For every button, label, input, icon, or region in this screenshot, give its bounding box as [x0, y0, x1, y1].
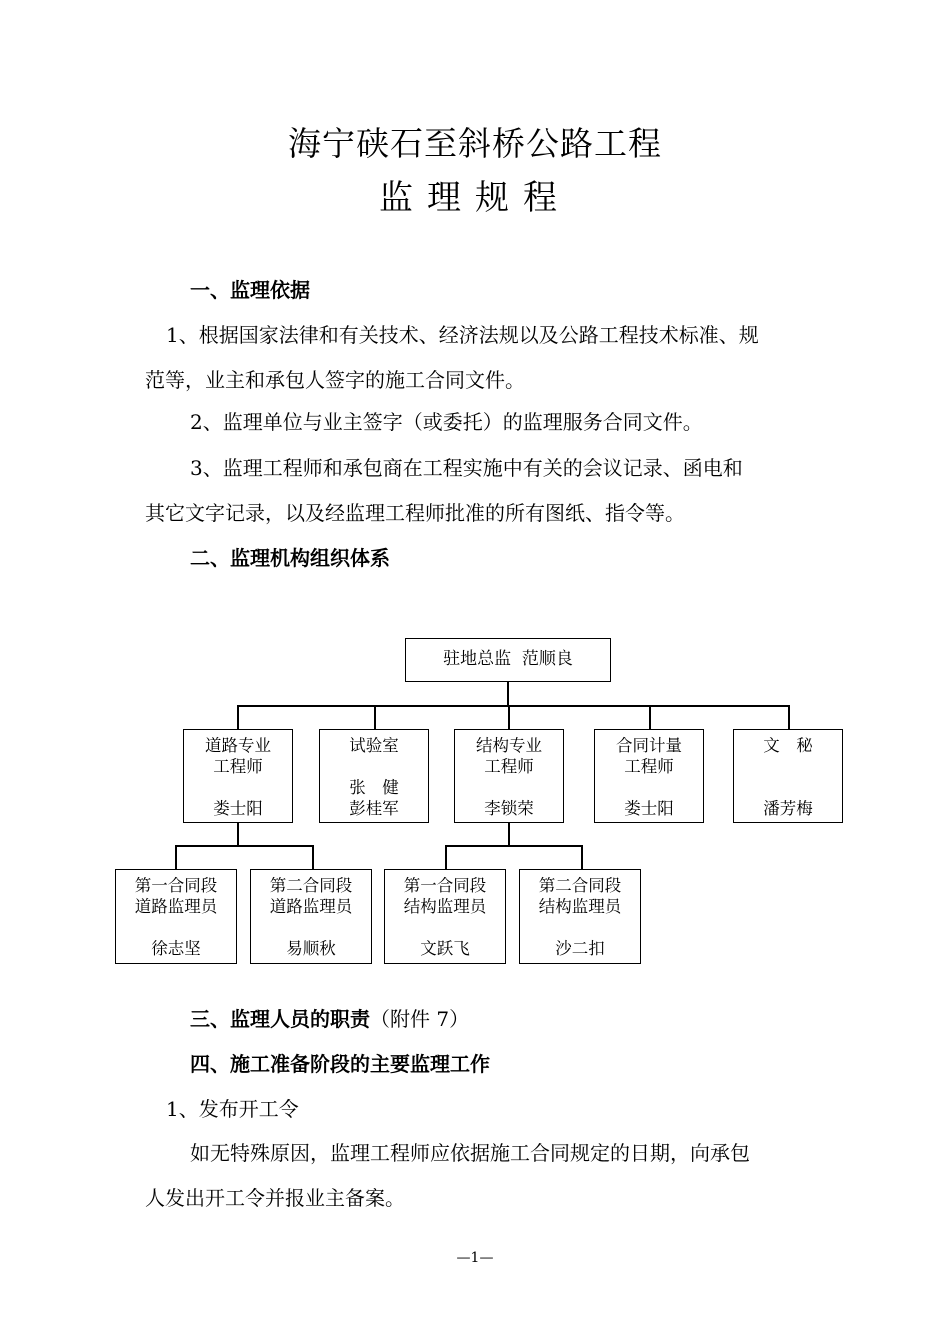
org-box-road-engineer [183, 729, 293, 823]
connector-road-1 [175, 845, 177, 869]
box-line: 第二合同段 [269, 876, 353, 895]
connector-top [507, 682, 509, 706]
paragraph-3-line-2: 其它文字记录，以及经监理工程师批准的所有图纸、指令等。 [145, 501, 685, 525]
org-box-structure-engineer [454, 729, 564, 823]
box-line: 潘芳梅 [763, 799, 813, 818]
org-box-structure-inspector-1 [384, 869, 506, 964]
connector-level2-bar [237, 705, 789, 707]
org-box-structure-inspector-2 [519, 869, 641, 964]
org-box-secretary [733, 729, 843, 823]
connector-struct-down [508, 822, 510, 846]
connector-l2-5 [788, 705, 790, 729]
connector-struct-1 [445, 845, 447, 869]
paragraph-2: 2、监理单位与业主签字（或委托）的监理服务合同文件。 [190, 410, 703, 434]
org-box-road-inspector-1 [115, 869, 237, 964]
paragraph-3-line-1: 3、监理工程师和承包商在工程实施中有关的会议记录、函电和 [190, 456, 743, 480]
box-line: 结构监理员 [403, 897, 487, 916]
connector-l2-2 [374, 705, 376, 729]
box-line: 彭桂军 [349, 799, 399, 818]
box-line: 娄士阳 [624, 799, 674, 818]
box-line: 工程师 [484, 757, 534, 776]
paragraph-1-line-2: 范等，业主和承包人签字的施工合同文件。 [145, 368, 525, 392]
org-box-road-inspector-2 [250, 869, 372, 964]
box-line: 结构监理员 [538, 897, 622, 916]
chief-role: 驻地总监 [443, 649, 512, 669]
box-line: 第一合同段 [134, 876, 218, 895]
subheading-4-1: 1、发布开工令 [166, 1097, 299, 1121]
connector-road-down [237, 822, 239, 846]
section-heading-4: 四、施工准备阶段的主要监理工作 [190, 1052, 490, 1076]
box-line: 第一合同段 [403, 876, 487, 895]
box-line: 娄士阳 [213, 799, 263, 818]
org-box-chief [405, 638, 611, 682]
box-line: 工程师 [624, 757, 674, 776]
section-3-note: （附件 7） [370, 1007, 470, 1031]
connector-l2-3 [508, 705, 510, 729]
box-line: 文跃飞 [420, 939, 470, 958]
box-line: 张 健 [349, 778, 399, 797]
section-heading-1: 一、监理依据 [190, 278, 310, 302]
box-line: 结构专业 [476, 736, 542, 755]
section-heading-3: 三、监理人员的职责 [190, 1007, 370, 1031]
connector-struct-bar [445, 845, 582, 847]
box-line: 徐志坚 [151, 939, 201, 958]
box-line: 易顺秋 [286, 939, 336, 958]
box-line: 合同计量 [616, 736, 682, 755]
box-line: 第二合同段 [538, 876, 622, 895]
box-line: 沙二扣 [555, 939, 605, 958]
chief-name: 范顺良 [521, 649, 573, 669]
box-line: 道路监理员 [269, 897, 353, 916]
paragraph-4-line-2: 人发出开工令并报业主备案。 [145, 1186, 405, 1210]
box-line: 道路监理员 [134, 897, 218, 916]
box-line: 道路专业 [205, 736, 271, 755]
page-number: —1— [456, 1250, 494, 1266]
box-line: 试验室 [349, 736, 399, 755]
box-line: 李锁荣 [484, 799, 534, 818]
connector-l2-1 [237, 705, 239, 729]
connector-road-2 [312, 845, 314, 869]
paragraph-1-line-1: 1、根据国家法律和有关技术、经济法规以及公路工程技术标准、规 [166, 323, 759, 347]
document-subtitle: 监理规程 [379, 178, 571, 218]
section-3-line [190, 1003, 469, 1032]
box-line: 工程师 [213, 757, 263, 776]
box-line: 文 秘 [763, 736, 813, 755]
paragraph-4-line-1: 如无特殊原因，监理工程师应依据施工合同规定的日期，向承包 [190, 1141, 750, 1165]
org-box-contract-engineer [594, 729, 704, 823]
connector-struct-2 [581, 845, 583, 869]
connector-l2-4 [649, 705, 651, 729]
connector-road-bar [175, 845, 314, 847]
document-title: 海宁硖石至斜桥公路工程 [288, 124, 662, 163]
section-heading-2: 二、监理机构组织体系 [190, 546, 390, 570]
org-box-lab [319, 729, 429, 823]
